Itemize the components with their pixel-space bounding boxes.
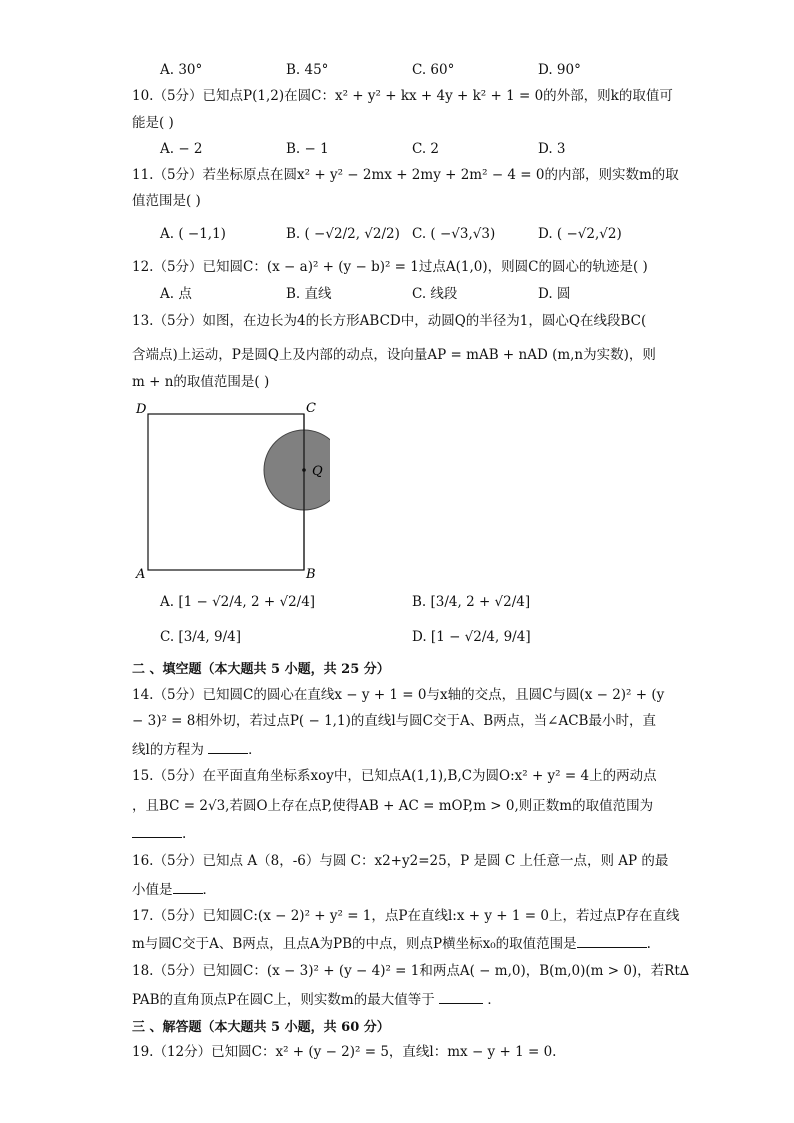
q13-option-b: B. [3/4, 2 + √2/4] [412, 594, 531, 610]
q17-answer-blank[interactable] [577, 933, 647, 948]
q11-option-a: A. ( −1,1) [160, 226, 226, 242]
q9-option-a: A. 30° [160, 62, 203, 78]
q10-option-c: C. 2 [412, 141, 440, 157]
q16-answer-blank[interactable] [173, 879, 203, 894]
q15-answer-blank[interactable] [132, 823, 182, 838]
q15-line1: 15.（5分）在平面直角坐标系xoy中，已知点A(1,1),B,C为圆O:x² + y² = 4上的两动点 [132, 768, 657, 784]
label-a: A [136, 567, 146, 582]
q17-line1: 17.（5分）已知圆C:(x − 2)² + y² = 1，点P在直线l:x + y + 1 = 0上，若过点P存在直线 [132, 908, 680, 924]
q10-option-b: B. − 1 [286, 141, 329, 157]
label-d: D [136, 402, 147, 417]
q13-line3: m + n的取值范围是( ) [132, 374, 270, 390]
q15-line2: ，且BC = 2√3,若圆O上存在点P,使得AB + AC = mOP,m > 0,则正数m的取值范围为 [132, 798, 654, 814]
section-fill-in-heading: 二 、填空题（本大题共 5 小题，共 25 分） [132, 662, 390, 677]
q11-option-d: D. ( −√2,√2) [538, 226, 622, 242]
q11-option-c: C. ( −√3,√3) [412, 226, 496, 242]
q18-line2-text: PAB的直角顶点P在圆C上，则实数m的最大值等于 [132, 992, 435, 1008]
q9-option-b: B. 45° [286, 62, 329, 78]
q16-line2-text: 小值是 [132, 882, 173, 898]
label-b: B [306, 567, 316, 582]
q10-line1: 10.（5分）已知点P(1,2)在圆C：x² + y² + kx + 4y + k² + 1 = 0的外部，则k的取值可 [132, 88, 673, 104]
q13-line2: 含端点)上运动，P是圆Q上及内部的动点，设向量AP = mAB + nAD (m,n为实数)，则 [132, 347, 656, 363]
q13-option-d: D. [1 − √2/4, 9/4] [412, 629, 531, 645]
section-solution-heading: 三 、解答题（本大题共 5 小题，共 60 分） [132, 1020, 390, 1035]
q14-line3: 线l的方程为 ． [132, 739, 262, 759]
q17-line2-text: m与圆C交于A、B两点，且点A为PB的中点，则点P横坐标x₀的取值范围是 [132, 936, 577, 952]
q14-line3-text: 线l的方程为 [132, 742, 209, 758]
q16-line1: 16.（5分）已知点 A（8，-6）与圆 C：x2+y2=25，P 是圆 C 上任意一点，则 AP 的最 [132, 853, 669, 869]
q12-option-c: C. 线段 [412, 286, 458, 302]
q19-line1: 19.（12分）已知圆C：x² + (y − 2)² = 5，直线l：mx − y + 1 = 0. [132, 1044, 557, 1060]
q13-line1: 13.（5分）如图，在边长为4的长方形ABCD中，动圆Q的半径为1，圆心Q在线段BC( [132, 313, 647, 329]
q13-option-a: A. [1 − √2/4, 2 + √2/4] [160, 594, 316, 610]
q18-answer-blank[interactable] [439, 989, 483, 1004]
q13-option-c: C. [3/4, 9/4] [160, 629, 241, 645]
q14-line1: 14.（5分）已知圆C的圆心在直线x − y + 1 = 0与x轴的交点，且圆C与圆(x − 2)² + (y [132, 687, 665, 703]
q9-option-c: C. 60° [412, 62, 455, 78]
label-c: C [306, 401, 316, 416]
q11-line2: 值范围是( ) [132, 193, 201, 209]
q11-option-b: B. ( −√2/2, √2/2) [286, 226, 400, 242]
q9-option-d: D. 90° [538, 62, 581, 78]
q11-line1: 11.（5分）若坐标原点在圆x² + y² − 2mx + 2my + 2m² − 4 = 0的内部，则实数m的取 [132, 167, 679, 183]
q18-line2: PAB的直角顶点P在圆C上，则实数m的最大值等于 ． [132, 989, 501, 1009]
q10-option-a: A. − 2 [160, 141, 203, 157]
label-q: Q [312, 464, 323, 479]
q18-line1: 18.（5分）已知圆C：(x − 3)² + (y − 4)² = 1和两点A( − m,0)，B(m,0)(m > 0)，若Rt∆ [132, 963, 690, 979]
q12-option-a: A. 点 [160, 286, 192, 302]
q13-figure [130, 400, 330, 585]
q14-line2: − 3)² = 8相外切，若过点P( − 1,1)的直线l与圆C交于A、B两点，当∠ACB最小时，直 [132, 713, 656, 729]
q17-line2: m与圆C交于A、B两点，且点A为PB的中点，则点P横坐标x₀的取值范围是 . [132, 933, 651, 953]
q10-option-d: D. 3 [538, 141, 566, 157]
q12-option-d: D. 圆 [538, 286, 571, 302]
center-q-dot [302, 468, 306, 472]
q16-line2: 小值是 ． [132, 879, 216, 899]
q12-line1: 12.（5分）已知圆C：(x − a)² + (y − b)² = 1过点A(1,0)，则圆C的圆心的轨迹是( ) [132, 259, 648, 275]
q10-line2: 能是( ) [132, 115, 174, 131]
q15-line3: . [132, 823, 186, 843]
q14-answer-blank[interactable] [208, 739, 248, 754]
q12-option-b: B. 直线 [286, 286, 332, 302]
